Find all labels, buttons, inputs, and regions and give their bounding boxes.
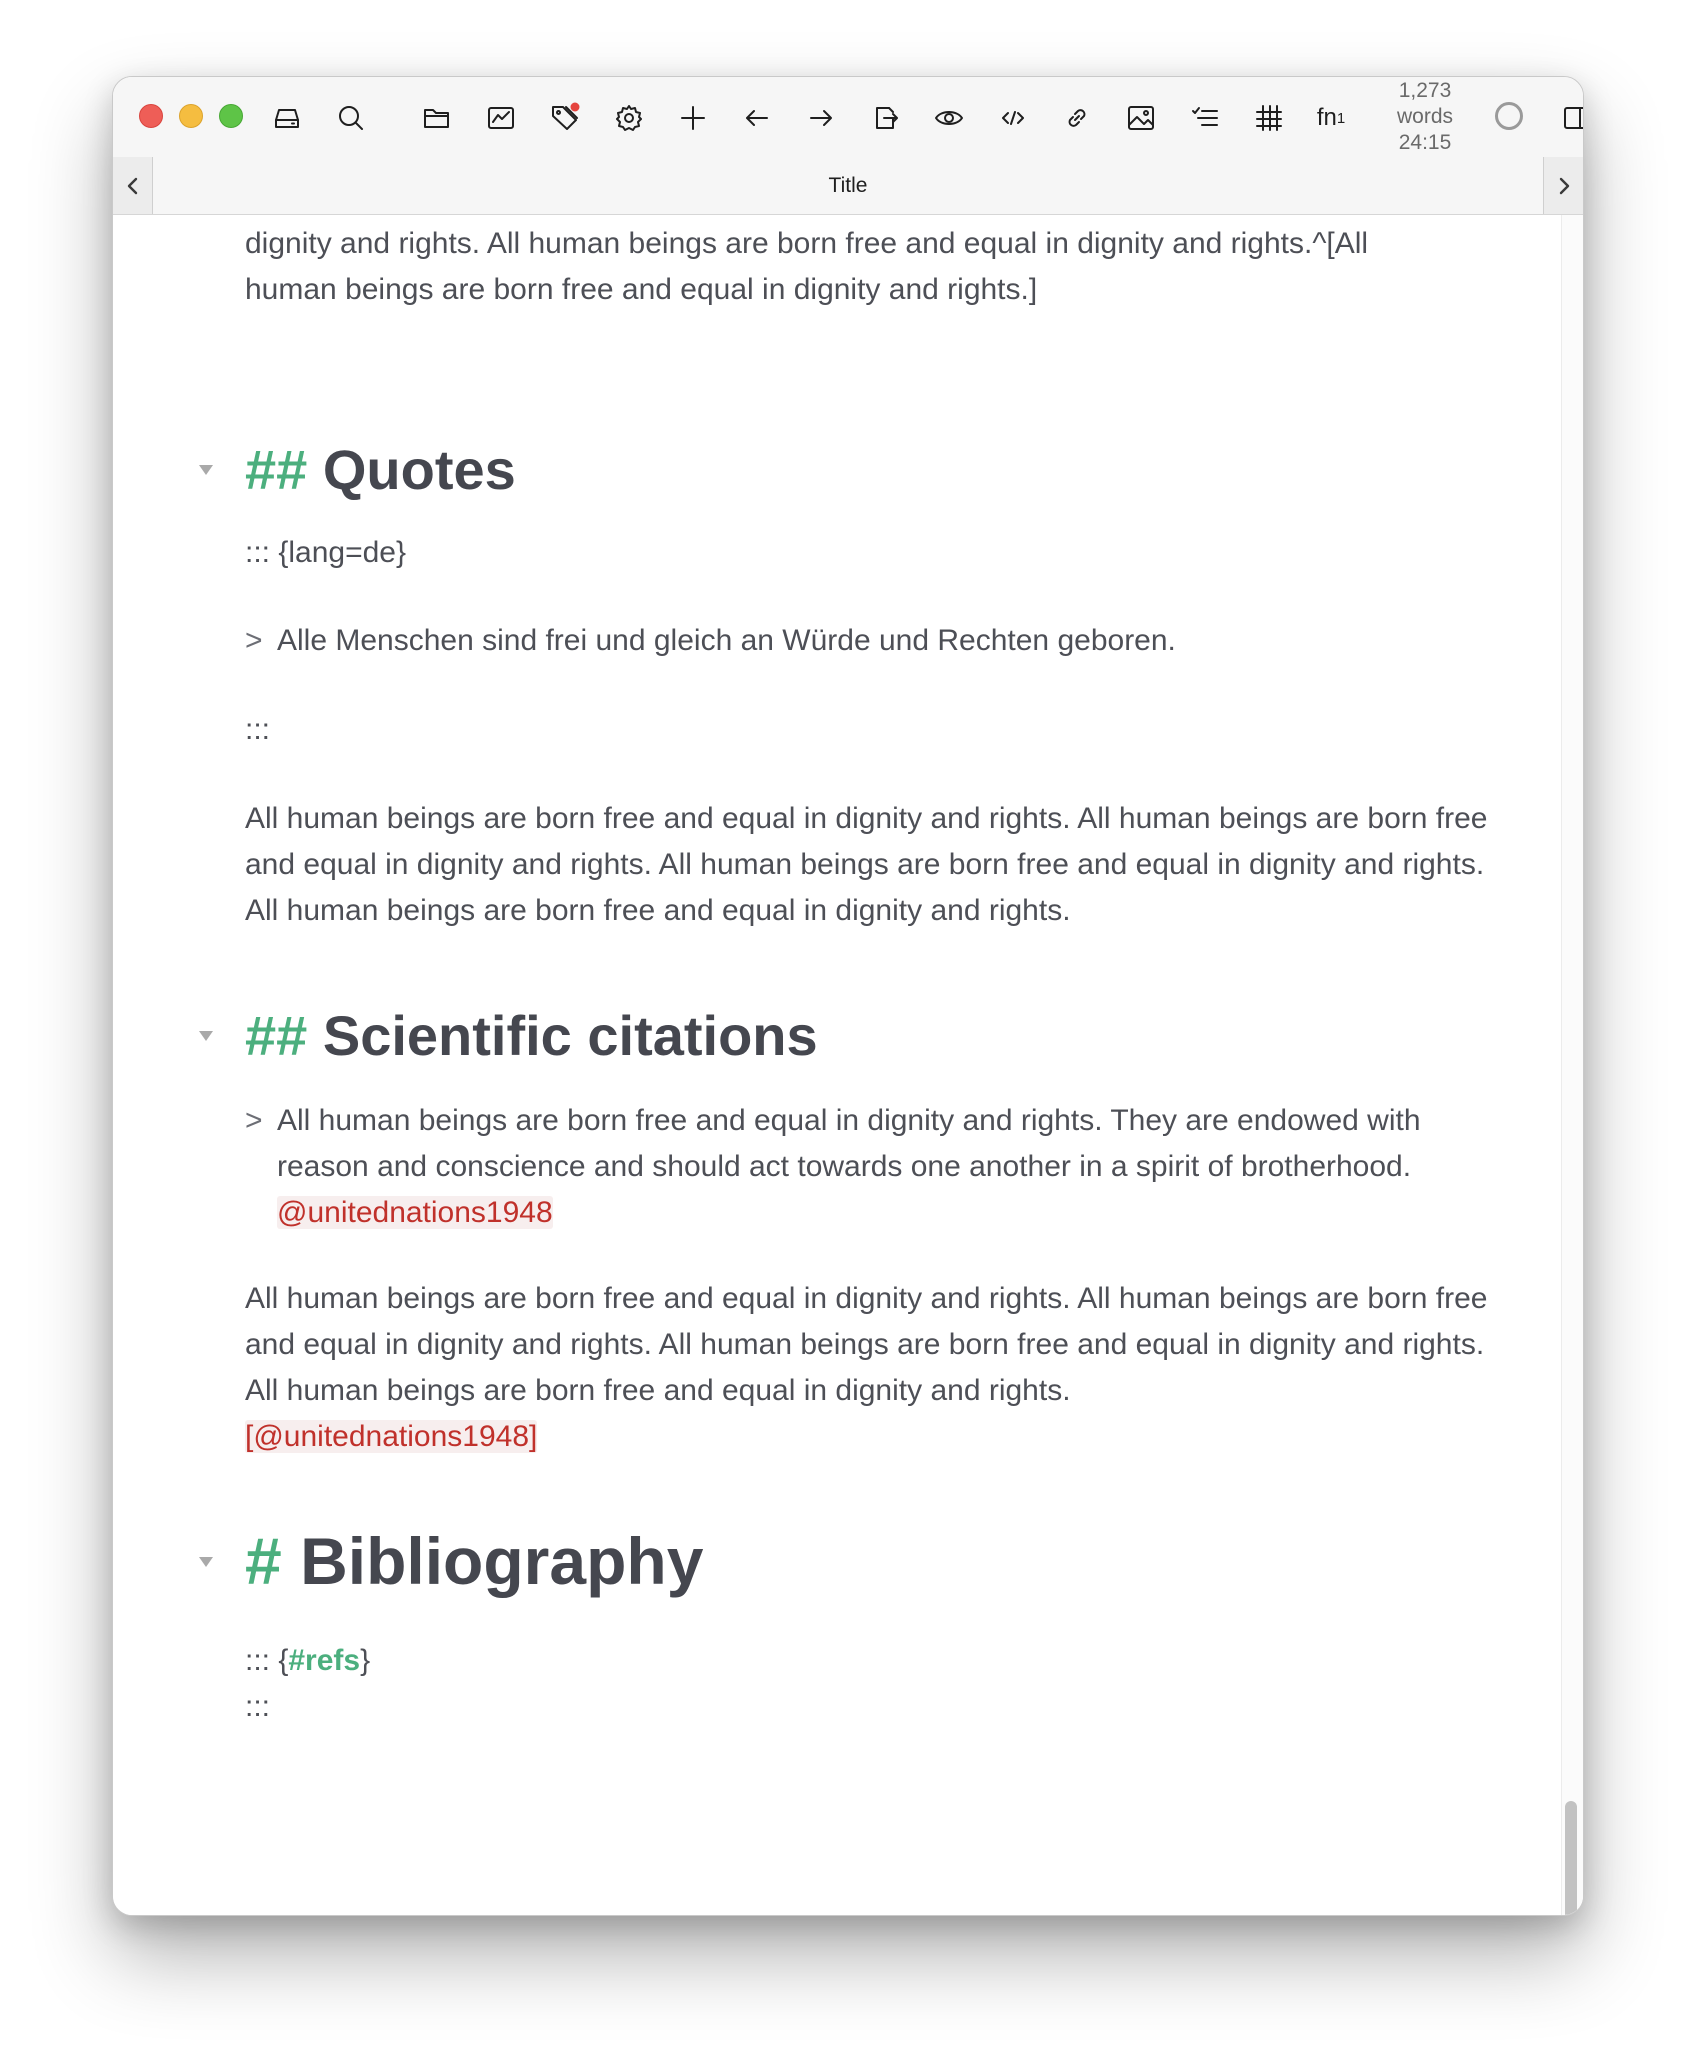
scrollbar-track[interactable] xyxy=(1561,215,1583,1915)
fold-toggle-icon[interactable] xyxy=(199,1557,213,1567)
german-quote: Alle Menschen sind frei und gleich an Würde und Rechten geboren. xyxy=(277,624,1176,657)
refs-id: #refs xyxy=(288,1644,361,1677)
toolbar xyxy=(113,77,1583,157)
word-count: 1,273 xyxy=(1398,79,1452,102)
link-icon[interactable] xyxy=(1057,98,1097,138)
chevron-right-icon xyxy=(1552,174,1576,198)
search-icon[interactable] xyxy=(331,98,371,138)
arrow-left-icon[interactable] xyxy=(737,98,777,138)
fold-toggle-icon[interactable] xyxy=(199,1031,213,1041)
tab-bar xyxy=(113,157,1583,215)
paragraph-2-text: All human beings are born free and equal in dignity and rights. All human beings are born free and equal in dignity and rights. All human beings are born free and equal in dignity and rights. All human beings are born free and equal in dignity and rights. xyxy=(245,1282,1488,1407)
sidebar-toggle-icon[interactable] xyxy=(1557,98,1584,138)
tab-next-button[interactable] xyxy=(1543,157,1583,214)
heading-text: Scientific citations xyxy=(322,1004,818,1067)
fold-toggle-icon[interactable] xyxy=(199,465,213,475)
tab-prev-button[interactable] xyxy=(113,157,153,214)
scrollbar-thumb[interactable] xyxy=(1565,1801,1577,1915)
lang-div-open: ::: {lang=de} xyxy=(245,536,406,569)
citation-bracket[interactable]: [@unitednations1948] xyxy=(245,1420,538,1453)
reading-time: 24:15 xyxy=(1398,131,1452,154)
heading-marker: # xyxy=(245,1524,282,1598)
image-icon[interactable] xyxy=(1121,98,1161,138)
heading-scientific-citations xyxy=(245,1001,818,1071)
tag-icon[interactable] xyxy=(545,98,585,138)
app-window xyxy=(112,76,1584,1916)
chevron-left-icon xyxy=(121,174,145,198)
refs-div xyxy=(245,1638,1515,1730)
word-count-stats[interactable] xyxy=(1375,77,1475,157)
footnote-sup: 1 xyxy=(1336,109,1346,127)
refs-open xyxy=(245,1638,1515,1684)
heading-bibliography xyxy=(245,1521,703,1601)
refs-open-prefix: ::: { xyxy=(245,1644,289,1677)
word-label: words xyxy=(1396,105,1454,128)
heading-marker: ## xyxy=(245,438,308,501)
close-window-button[interactable] xyxy=(139,104,163,128)
folder-icon[interactable] xyxy=(417,98,457,138)
chart-icon[interactable] xyxy=(481,98,521,138)
task-list-icon[interactable] xyxy=(1185,98,1225,138)
eye-icon[interactable] xyxy=(929,98,969,138)
intro-paragraph xyxy=(245,221,1515,313)
footnote-label: fn xyxy=(1316,104,1337,131)
progress-circle-icon[interactable] xyxy=(1495,102,1523,130)
table-icon[interactable] xyxy=(1249,98,1289,138)
heading-text: Bibliography xyxy=(300,1524,704,1598)
blockquote-marker: > xyxy=(245,1104,263,1137)
citation-key[interactable]: @unitednations1948 xyxy=(277,1196,553,1229)
citation-quote-text: All human beings are born free and equal in dignity and rights. They are endowed with reason and conscience and should act towards one another in a spirit of brotherhood. xyxy=(277,1104,1421,1183)
refs-close: ::: xyxy=(245,1690,271,1723)
tab-title[interactable]: Title xyxy=(828,173,868,197)
drive-icon[interactable] xyxy=(267,98,307,138)
footnote-icon[interactable] xyxy=(1311,98,1351,138)
code-icon[interactable] xyxy=(993,98,1033,138)
heading-marker: ## xyxy=(245,1004,308,1067)
intro-line-2: human beings are born free and equal in dignity and rights.] xyxy=(245,273,1038,306)
blockquote-marker: > xyxy=(245,624,263,657)
heading-quotes xyxy=(245,435,516,505)
intro-line-1: dignity and rights. All human beings are born free and equal in dignity and rights.^[All xyxy=(245,227,1369,260)
plus-icon[interactable] xyxy=(673,98,713,138)
zoom-window-button[interactable] xyxy=(219,104,243,128)
paragraph-2 xyxy=(245,1276,1515,1460)
heading-text: Quotes xyxy=(322,438,516,501)
arrow-right-icon[interactable] xyxy=(801,98,841,138)
paragraph-1: All human beings are born free and equal in dignity and rights. All human beings are born free and equal in dignity and rights. All human beings are born free and equal in dignity and rights. All human beings are born free and equal in dignity and rights. xyxy=(245,802,1488,927)
refs-open-suffix: } xyxy=(360,1644,371,1677)
div-close: ::: xyxy=(245,713,271,746)
minimize-window-button[interactable] xyxy=(179,104,203,128)
export-icon[interactable] xyxy=(865,98,905,138)
citation-quote xyxy=(277,1098,1487,1236)
editor-area[interactable] xyxy=(113,215,1583,1915)
gear-icon[interactable] xyxy=(609,98,649,138)
